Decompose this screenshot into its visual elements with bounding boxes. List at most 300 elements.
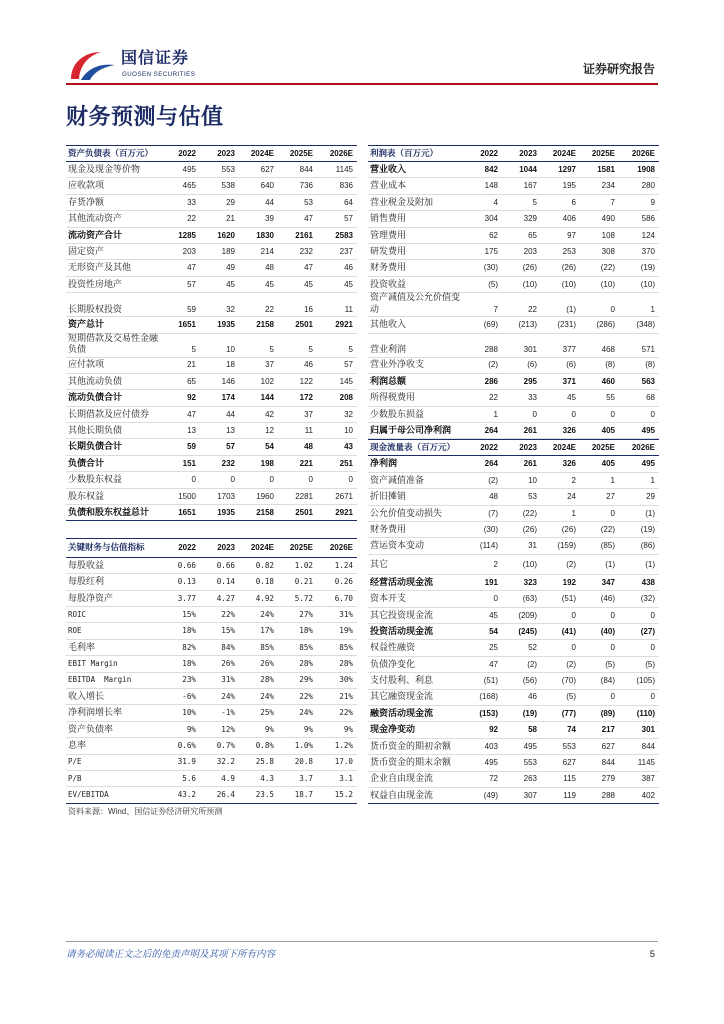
table-row: [66, 374, 357, 390]
cell-value: 1044: [519, 164, 537, 174]
cell-value: 0: [650, 643, 655, 653]
year-header: 2023: [519, 443, 537, 453]
cell-value: 1935: [217, 507, 235, 517]
table-row: [66, 423, 357, 439]
cell-value: 28%: [339, 659, 353, 669]
table-title: 资产负债表（百万元）: [68, 147, 154, 158]
cell-value: 3.1: [339, 773, 353, 783]
table-header-row: [368, 145, 659, 162]
cell-value: 1935: [217, 320, 235, 330]
cell-value: 627: [260, 164, 274, 174]
cell-value: 10: [226, 345, 235, 355]
row-label: 现金净变动: [370, 724, 416, 735]
table-row: [368, 640, 659, 656]
cell-value: 1651: [178, 320, 196, 330]
cell-value: (40): [600, 626, 615, 636]
cell-value: 10%: [182, 708, 196, 718]
year-header: 2024E: [552, 443, 576, 453]
cell-value: 32: [226, 304, 235, 314]
table-row: [66, 722, 357, 738]
cell-value: 1297: [558, 164, 576, 174]
cell-value: 842: [484, 164, 498, 174]
cell-value: (85): [600, 541, 615, 551]
cell-value: 406: [562, 214, 576, 224]
cell-value: 46: [344, 263, 353, 273]
table-row: [368, 260, 659, 276]
cell-value: 2: [571, 475, 576, 485]
year-header: 2026E: [631, 443, 655, 453]
disclaimer-text: 请务必阅读正文之后的免责声明及其项下所有内容: [66, 949, 276, 960]
cell-value: 2583: [335, 230, 353, 240]
table-row: [368, 538, 659, 554]
cell-value: 387: [641, 774, 655, 784]
cell-value: 1.0%: [294, 741, 313, 751]
cell-value: 221: [299, 458, 313, 468]
table-row: [368, 277, 659, 293]
cell-value: 1620: [217, 230, 235, 240]
table-row: [66, 195, 357, 211]
cell-value: 115: [563, 774, 576, 784]
cell-value: 57: [344, 360, 353, 370]
table-row: [66, 755, 357, 771]
cell-value: 1145: [335, 164, 353, 174]
cell-value: 1: [571, 508, 576, 518]
row-label: P/B: [68, 773, 82, 783]
cell-value: 21%: [339, 691, 353, 701]
cell-value: 0: [610, 508, 615, 518]
cell-value: 68: [646, 393, 655, 403]
cell-value: 0: [571, 610, 576, 620]
cell-value: 495: [641, 459, 655, 469]
cell-value: 5: [348, 345, 353, 355]
cell-value: 53: [304, 197, 313, 207]
table-row: [66, 277, 357, 293]
row-label: 其他长期负债: [68, 425, 123, 436]
cell-value: 844: [641, 741, 655, 751]
cell-value: 640: [260, 181, 274, 191]
cell-value: 208: [339, 393, 353, 403]
cell-value: (2): [566, 559, 576, 569]
cell-value: 198: [260, 458, 274, 468]
row-label: 其他流动负债: [68, 375, 123, 386]
cell-value: 0.8%: [255, 741, 274, 751]
table-row: [66, 505, 357, 521]
cell-value: (19): [640, 263, 655, 273]
row-label: 负债和股东权益总计: [68, 506, 150, 517]
cell-value: 0: [610, 643, 615, 653]
cell-value: 15.2: [334, 790, 353, 800]
year-header: 2025E: [591, 443, 615, 453]
cell-value: 0: [532, 409, 537, 419]
cell-value: 172: [299, 393, 313, 403]
cell-value: 24%: [260, 691, 274, 701]
row-label: 毛利率: [68, 641, 96, 652]
table-row: [368, 575, 659, 591]
cell-value: 32: [344, 409, 353, 419]
source-note: 资料来源：Wind、国信证券经济研究所预测: [68, 807, 223, 816]
cell-value: 280: [641, 181, 655, 191]
cell-value: (30): [483, 524, 498, 534]
cell-value: (69): [483, 320, 498, 330]
cell-value: 438: [641, 577, 655, 587]
cell-value: 24%: [299, 708, 313, 718]
cell-value: (213): [518, 320, 537, 330]
year-header: 2025E: [289, 148, 313, 158]
row-label: 收入增长: [68, 690, 105, 701]
cell-value: 0: [571, 409, 576, 419]
table-row: [66, 689, 357, 705]
cell-value: 844: [299, 164, 313, 174]
table-row: [66, 407, 357, 423]
row-label: 权益自由现金流: [370, 789, 434, 800]
cell-value: 151: [182, 458, 196, 468]
table-row: [66, 244, 357, 260]
row-label: 净利润增长率: [68, 707, 123, 718]
table-header-row: [66, 145, 357, 162]
cell-value: (46): [600, 594, 615, 604]
cell-value: (86): [640, 541, 655, 551]
cell-value: 0: [308, 475, 313, 485]
cell-value: 11: [304, 426, 313, 436]
cell-value: 18%: [182, 659, 196, 669]
table-row: [368, 407, 659, 423]
cell-value: 4.3: [260, 773, 274, 783]
table-row: [368, 473, 659, 489]
cell-value: 203: [182, 246, 196, 256]
cell-value: 55: [606, 393, 615, 403]
cell-value: 174: [221, 393, 235, 403]
cell-value: 45: [567, 393, 576, 403]
table-row: [66, 178, 357, 194]
row-label: 少数股东权益: [68, 474, 123, 485]
cell-value: (8): [605, 360, 615, 370]
table-row: [368, 591, 659, 607]
cell-value: 1960: [256, 491, 274, 501]
cell-value: 0: [650, 692, 655, 702]
cell-value: 329: [523, 214, 537, 224]
cell-value: 47: [304, 214, 313, 224]
cell-value: 326: [562, 459, 576, 469]
cell-value: 57: [226, 442, 235, 452]
cell-value: (26): [522, 263, 537, 273]
table-row: [368, 772, 659, 788]
table-row: [66, 228, 357, 244]
cell-value: 192: [562, 577, 576, 587]
table-row: [66, 211, 357, 227]
table-row: [368, 178, 659, 194]
row-label: EBITDA Margin: [68, 675, 132, 685]
cell-value: 46: [528, 692, 537, 702]
row-label: 存货净额: [68, 196, 105, 207]
cell-value: 46: [304, 360, 313, 370]
cell-value: 48: [489, 492, 498, 502]
row-label: 长期负债合计: [68, 441, 123, 452]
cell-value: 28%: [260, 675, 274, 685]
cell-value: 13: [226, 426, 235, 436]
cell-value: 1.24: [334, 560, 353, 570]
cell-value: 85%: [299, 642, 313, 652]
cell-value: 45: [489, 610, 498, 620]
cell-value: (114): [479, 541, 498, 551]
cell-value: (19): [522, 708, 537, 718]
table-row: [368, 608, 659, 624]
cell-value: 45: [226, 279, 235, 289]
cell-value: 1.02: [294, 560, 313, 570]
cell-value: 232: [299, 246, 313, 256]
cell-value: 49: [226, 263, 235, 273]
table-row: [368, 506, 659, 522]
cell-value: 22: [528, 304, 537, 314]
table-row: [368, 334, 659, 358]
cell-value: 279: [601, 774, 615, 784]
cell-value: (2): [527, 659, 537, 669]
cell-value: 3.7: [299, 773, 313, 783]
cell-value: 59: [187, 304, 196, 314]
cell-value: (8): [645, 360, 655, 370]
cell-value: 144: [260, 393, 274, 403]
cell-value: 308: [601, 246, 615, 256]
table-row: [368, 423, 659, 439]
cell-value: 22%: [339, 708, 353, 718]
table-row: [66, 771, 357, 787]
year-header: 2026E: [329, 543, 353, 553]
cell-value: 102: [260, 376, 274, 386]
table-row: [66, 787, 357, 803]
cell-value: 22: [489, 393, 498, 403]
row-label: 负债合计: [68, 457, 105, 468]
cell-value: 844: [601, 758, 615, 768]
row-label: 每股红利: [68, 576, 105, 587]
cell-value: (231): [557, 320, 576, 330]
cell-value: 13: [187, 426, 196, 436]
row-label: 股东权益: [68, 490, 105, 501]
cell-value: (84): [600, 676, 615, 686]
cell-value: 22%: [299, 691, 313, 701]
cell-value: 22: [265, 304, 274, 314]
cell-value: 195: [562, 181, 576, 191]
cell-value: 39: [265, 214, 274, 224]
cell-value: (22): [600, 263, 615, 273]
cell-value: 74: [567, 725, 576, 735]
cell-value: (2): [488, 475, 498, 485]
table-row: [368, 673, 659, 689]
row-label: 负债净变化: [370, 658, 416, 669]
cell-value: 108: [601, 230, 615, 240]
row-label: 经营活动现金流: [370, 576, 434, 587]
row-label: ROIC: [68, 609, 87, 619]
cell-value: 23%: [182, 675, 196, 685]
table-row: [368, 739, 659, 755]
cell-value: (348): [636, 320, 655, 330]
row-label: P/E: [68, 757, 82, 767]
income-statement-table: [368, 145, 659, 439]
cell-value: 3.77: [177, 593, 196, 603]
cell-value: 28%: [299, 659, 313, 669]
cell-value: 20.8: [294, 757, 313, 767]
row-label: 其它投资现金流: [370, 609, 434, 620]
cell-value: 43: [344, 442, 353, 452]
cell-value: (5): [566, 692, 576, 702]
cell-value: 22%: [221, 609, 235, 619]
table-header-row: [368, 439, 659, 456]
cell-value: 29%: [299, 675, 313, 685]
cell-value: 15%: [182, 609, 196, 619]
row-label: 净利润: [370, 458, 398, 469]
table-row: [66, 489, 357, 505]
cell-value: 286: [484, 376, 498, 386]
cell-value: 563: [641, 376, 655, 386]
cell-value: 261: [523, 426, 537, 436]
row-label: 营业外净收支: [370, 359, 425, 370]
cell-value: 1: [610, 475, 615, 485]
table-title: 现金流量表（百万元）: [370, 442, 456, 453]
cell-value: 145: [339, 376, 353, 386]
cell-value: 0: [230, 475, 235, 485]
cell-value: 25.8: [255, 757, 274, 767]
cell-value: (26): [561, 524, 576, 534]
cell-value: 2158: [256, 507, 274, 517]
cell-value: 403: [484, 741, 498, 751]
cell-value: 553: [562, 741, 576, 751]
table-row: [368, 755, 659, 771]
cell-value: 32.2: [216, 757, 235, 767]
cell-value: 0.26: [334, 577, 353, 587]
year-header: 2024E: [552, 148, 576, 158]
cell-value: 253: [562, 246, 576, 256]
year-header: 2023: [217, 148, 235, 158]
cell-value: 370: [641, 246, 655, 256]
cell-value: 0.82: [255, 560, 274, 570]
row-label: 固定资产: [68, 245, 105, 256]
cell-value: 7: [493, 304, 498, 314]
row-label: 流动负债合计: [68, 392, 123, 403]
cell-value: 24%: [221, 691, 235, 701]
table-row: [368, 706, 659, 722]
row-label: 投资收益: [370, 278, 407, 289]
table-row: [66, 260, 357, 276]
cell-value: 175: [484, 246, 498, 256]
cell-value: (1): [645, 559, 655, 569]
cell-value: 234: [601, 181, 615, 191]
cell-value: 347: [601, 577, 615, 587]
cell-value: 402: [641, 790, 655, 800]
cell-value: 85%: [339, 642, 353, 652]
row-label: 公允价值变动损失: [370, 507, 443, 518]
cell-value: 1908: [637, 164, 655, 174]
cell-value: 58: [528, 725, 537, 735]
table-row: [66, 574, 357, 590]
cell-value: 33: [187, 197, 196, 207]
cell-value: 62: [489, 230, 498, 240]
cell-value: 0.14: [216, 577, 235, 587]
row-label: 货币资金的期初余额: [370, 740, 452, 751]
cell-value: 7: [610, 197, 615, 207]
cell-value: 627: [562, 758, 576, 768]
table-row: [368, 162, 659, 178]
cell-value: 29: [646, 492, 655, 502]
cell-value: (10): [522, 279, 537, 289]
cell-value: (110): [636, 708, 655, 718]
cell-value: 19%: [339, 626, 353, 636]
footer-divider: [66, 941, 658, 942]
table-row: [66, 456, 357, 472]
cell-value: 264: [484, 459, 498, 469]
cell-value: 0: [493, 594, 498, 604]
row-label: 资产总计: [68, 319, 105, 330]
cell-value: 495: [182, 164, 196, 174]
table-row: [66, 623, 357, 639]
table-row: [368, 722, 659, 738]
cell-value: 5.6: [182, 773, 196, 783]
table-header-row: [66, 538, 357, 558]
cell-value: 26%: [221, 659, 235, 669]
cell-value: 9: [650, 197, 655, 207]
cell-value: 214: [260, 246, 274, 256]
cell-value: 0: [610, 692, 615, 702]
table-row: [66, 472, 357, 488]
cell-value: 57: [187, 279, 196, 289]
row-label: 融资活动现金流: [370, 707, 434, 718]
cell-value: 37: [265, 360, 274, 370]
cell-value: 553: [221, 164, 235, 174]
header-divider: [66, 83, 658, 85]
table-row: [66, 390, 357, 406]
table-row: [66, 162, 357, 178]
cell-value: 736: [299, 181, 313, 191]
row-label: EBIT Margin: [68, 659, 118, 669]
cell-value: 0.7%: [216, 741, 235, 751]
guosen-logo-icon: [68, 49, 116, 82]
cell-value: 48: [265, 263, 274, 273]
cell-value: 97: [567, 230, 576, 240]
row-label: 每股净资产: [68, 592, 114, 603]
cell-value: 33: [528, 393, 537, 403]
cell-value: 29: [226, 197, 235, 207]
cell-value: 54: [489, 626, 498, 636]
cell-value: 45: [344, 279, 353, 289]
cell-value: (27): [640, 626, 655, 636]
table-row: [368, 624, 659, 640]
balance-sheet-table: [66, 145, 357, 521]
table-row: [66, 640, 357, 656]
row-label: 营运资本变动: [370, 540, 425, 551]
cell-value: 0: [610, 610, 615, 620]
row-label: 资产减值及公允价值变动: [370, 292, 461, 314]
cell-value: -1%: [221, 708, 235, 718]
cell-value: (22): [600, 524, 615, 534]
cell-value: (26): [561, 263, 576, 273]
row-label: 货币资金的期末余额: [370, 757, 452, 768]
table-title: 关键财务与估值指标: [68, 542, 145, 553]
cell-value: 44: [226, 409, 235, 419]
cell-value: (10): [640, 279, 655, 289]
table-row: [368, 657, 659, 673]
cell-value: 0.21: [294, 577, 313, 587]
cell-value: 82%: [182, 642, 196, 652]
cell-value: 16: [304, 304, 313, 314]
cell-value: (51): [483, 676, 498, 686]
cell-value: 47: [187, 263, 196, 273]
cell-value: 9%: [303, 724, 313, 734]
cell-value: 9%: [264, 724, 274, 734]
cell-value: 2501: [295, 320, 313, 330]
cell-value: (19): [640, 524, 655, 534]
table-row: [66, 317, 357, 333]
cell-value: 84%: [221, 642, 235, 652]
cell-value: 0: [610, 409, 615, 419]
year-header: 2022: [480, 443, 498, 453]
cell-value: 5: [269, 345, 274, 355]
